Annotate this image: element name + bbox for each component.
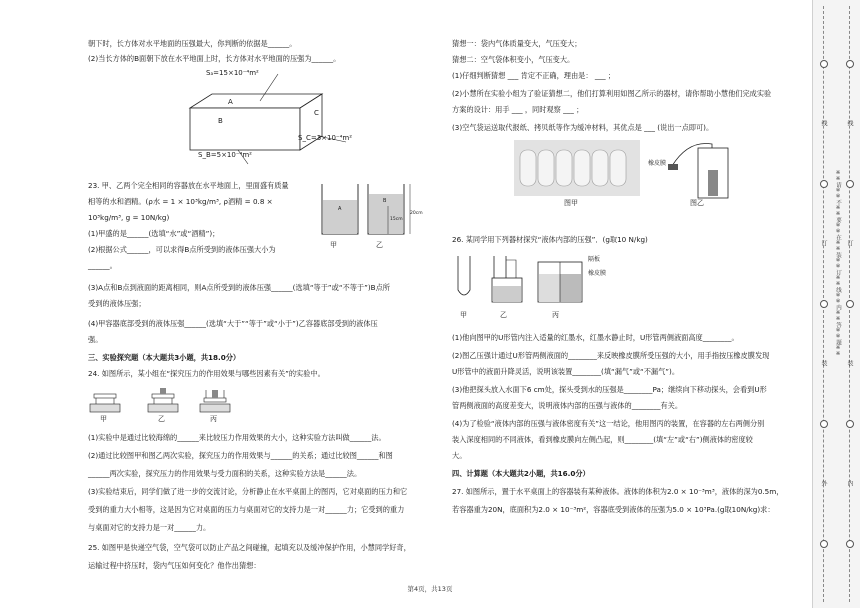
binding-notice: ※※请※※不※※要※※在※※装※※订※※线※※内※※答※※题※※ (835, 170, 841, 357)
q24-text-1: 24. 如图所示，某小组在“探究压力的作用效果与哪些因素有关”的实验中。 (88, 369, 325, 378)
outer-label-wai: 外 (820, 480, 827, 486)
pressure-gauge-figures (452, 250, 592, 312)
sponge-bing-label: 丙 (210, 415, 217, 423)
binding-hole-circle (846, 300, 854, 308)
q25-part-2-line-2: 方案的设计：用手 ___ ，同时观察 ___ ； (452, 105, 584, 114)
binding-hole-circle (820, 180, 828, 188)
hypothesis-2: 猜想二：空气袋体积变小，气压变大。 (452, 55, 575, 64)
inner-label-zhuang: 装 (846, 360, 853, 366)
q23-text-1: 23. 甲、乙两个完全相同的容器放在水平地面上，里面盛有质量 (88, 181, 289, 190)
q23-text-3: 10³kg/m³, g = 10N/kg) (88, 213, 170, 222)
q26-yi-label: 乙 (500, 311, 507, 319)
q26-text-2: (1)他向图甲的U形管内注入适量的红墨水，红墨水静止时，U形管两侧液面高度________。 (452, 333, 739, 342)
outer-label-xian: 线 (820, 120, 827, 126)
container-yi-label: 乙 (376, 241, 383, 249)
depth-15cm-label: 15cm (390, 217, 403, 222)
binding-margin (812, 0, 860, 608)
face-b-area-label: S_B=5×10⁻⁴m² (198, 151, 252, 159)
outer-label-ding: 订 (820, 240, 827, 246)
q23-text-9: (4)甲容器底部受到的液体压强______(选填“大于”“等于”或“小于”)乙容器底部受到的液体压 (88, 319, 378, 328)
section-3-heading: 三、实验探究题（本大题共3小题，共18.0分） (88, 353, 241, 362)
face-c-letter: C (314, 109, 319, 117)
q25-text-2: 运输过程中挤压时，袋内气压如何变化？他作出猜想： (88, 561, 261, 570)
binding-hole-circle (846, 540, 854, 548)
q25-part-1: (1)仔细判断猜想 ___ 肯定不正确，理由是： ___ ； (452, 71, 616, 80)
q24-text-5: (3)实验结束后，同学们做了进一步的交流讨论，分析静止在水平桌面上的图丙，它对桌面的压力和它 (88, 487, 408, 496)
q24-text-4: ______两次实验，探究压力的作用效果与受力面积的关系，这种实验方法是______法。 (88, 469, 362, 478)
q24-text-2: (1)实验中是通过比较海绵的______来比较压力作用效果的大小，这种实验方法叫做______法。 (88, 433, 386, 442)
binding-hole-circle (820, 60, 828, 68)
rubber-membrane-label: 橡皮膜 (648, 160, 667, 167)
q26-text-3: (2)图乙压强计通过U形管两侧液面的________来反映橡皮膜所受压强的大小，用手指按压橡皮膜发现 (452, 351, 770, 360)
binding-hole-circle (846, 420, 854, 428)
face-a-letter: A (228, 98, 233, 106)
q23-text-2: 相等的水和酒精。(ρ水 = 1 × 10³kg/m³, ρ酒精 = 0.8 × (88, 197, 273, 206)
inner-label-xian: 线 (846, 120, 853, 126)
binding-hole-circle (820, 420, 828, 428)
q22-text-2: (2)当长方体的B面朝下放在水平地面上时，长方体对水平地面的压强为______。 (88, 54, 341, 63)
q26-text-1: 26. 某同学用下列器材探究“液体内部的压强”．(g取10 N/kg) (452, 235, 648, 244)
q26-bing-label: 丙 (552, 311, 559, 319)
q22-text-1: 朝下时，长方体对水平地面的压强最大，你判断的依据是______。 (88, 39, 297, 48)
q24-text-6: 受到的重力大小相等，这是因为它对桌面的压力与桌面对它的支持力是一对______力；它受到的重力 (88, 505, 405, 514)
inner-label-ding: 订 (846, 240, 853, 246)
hypothesis-1: 猜想一：袋内气体质量变大，气压变大； (452, 39, 582, 48)
q23-text-8: 受到的液体压强； (88, 299, 146, 308)
q26-text-8: 装入深度相同的不同液体，看到橡皮膜向左侧凸起，则________(填“左”或“右”)侧液体的密度较 (452, 435, 753, 444)
q25-part-3: (3)空气袋运送取代报纸、拷贝纸等作为缓冲材料，其优点是 ___ (说出一点即可)。 (452, 123, 714, 132)
q26-text-6: 管两侧液面的高度差变大，说明液体内部的压强与液体的________有关。 (452, 401, 683, 410)
container-jia-label: 甲 (330, 241, 337, 249)
point-b-label: B (383, 198, 387, 204)
q26-text-7: (4)为了检验“液体内部的压强与液体密度有关”这一结论，他用图丙的装置，在容器的左右两侧分别 (452, 419, 765, 428)
q23-text-10: 强。 (88, 335, 103, 344)
q25-part-2-line-1: (2)小慧所在实验小组为了验证猜想二，他们打算利用如图乙所示的器材，请你帮助小慧他们完成实验 (452, 89, 772, 98)
sponge-jia-label: 甲 (100, 415, 107, 423)
point-a-label: A (338, 206, 342, 212)
sponge-yi-label: 乙 (158, 415, 165, 423)
depth-20cm-label: 20cm (410, 211, 423, 216)
q23-text-6: ______。 (88, 261, 117, 270)
face-a-area-label: Sₐ=15×10⁻⁴m² (206, 69, 259, 77)
figure-yi-caption: 图乙 (690, 199, 704, 207)
q27-text-2: 若容器重为20N，底面积为2.0 × 10⁻³m²，容器底受到液体的压强为5.0 × 10³Pa.(g取10N/kg)求： (452, 505, 775, 514)
manometer-figure (658, 136, 738, 202)
face-c-area-label: S_C=3×10⁻⁴m² (298, 134, 353, 142)
q23-text-5: (2)根据公式______，可以求得B点所受到的液体压强大小为 (88, 245, 276, 254)
face-b-letter: B (218, 117, 223, 125)
sponge-experiment-figure (88, 384, 248, 424)
binding-hole-circle (820, 540, 828, 548)
q27-text-1: 27. 如图所示，置于水平桌面上的容器装有某种液体。液体的体积为2.0 × 10⁻³m³，液体的深为0.5m， (452, 487, 784, 496)
q25-text-1: 25. 如图甲是快递空气袋，空气袋可以防止产品之间碰撞，起填充以及缓冲保护作用，小慧同学好奇， (88, 543, 411, 552)
inner-label-nei: 内 (846, 480, 853, 486)
section-4-heading: 四、计算题（本大题共2小题，共16.0分） (452, 469, 590, 478)
binding-hole-circle (846, 60, 854, 68)
binding-hole-circle (820, 300, 828, 308)
q24-text-3: (2)通过比较图甲和图乙两次实验，探究压力的作用效果与______的关系；通过比较图______和图 (88, 451, 393, 460)
q23-text-4: (1)甲盛的是______(选填“水”或“酒精”)； (88, 229, 220, 238)
rubber-membrane-label-2: 橡皮膜 (588, 270, 607, 277)
q26-text-9: 大。 (452, 451, 467, 460)
figure-jia-caption: 图甲 (564, 199, 578, 207)
q26-text-5: (3)他把探头放入水面下6 cm处，探头受到水的压强是________Pa；继续向下移动探头，会看到U形 (452, 385, 767, 394)
q23-text-7: (3)A点和B点到液面的距离相同，则A点所受到的液体压强______(选填“等于”或“不等于”)B点所 (88, 283, 390, 292)
partition-label: 隔板 (588, 256, 601, 263)
q26-text-4: U形管中的液面升降灵活，说明该装置________(填“漏气”或“不漏气”)。 (452, 367, 680, 376)
outer-label-zhuang: 装 (820, 360, 827, 366)
q24-text-7: 与桌面对它的支持力是一对______力。 (88, 523, 211, 532)
air-bag-photo (514, 140, 640, 196)
q26-jia-label: 甲 (460, 311, 467, 319)
binding-hole-circle (846, 180, 854, 188)
page-footer: 第4页，共13页 (407, 585, 453, 593)
cuboid-figure (168, 66, 408, 186)
